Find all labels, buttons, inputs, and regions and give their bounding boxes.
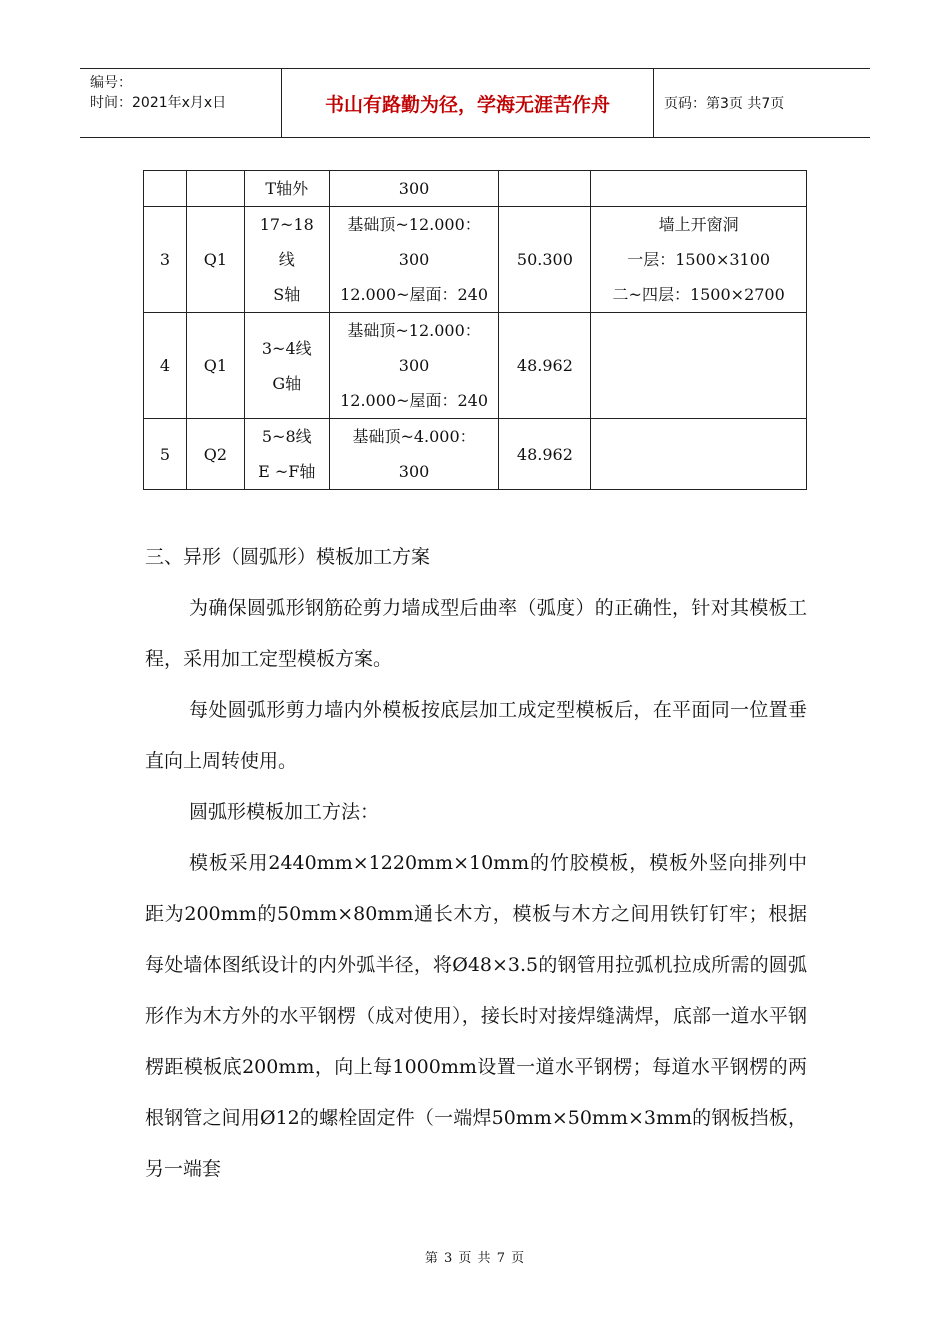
cell-note (591, 313, 807, 419)
page-header (80, 68, 870, 138)
cell-thickness-line: 基础顶~4.000： (352, 427, 476, 446)
cell-elevation (499, 419, 591, 490)
cell-location-line: E ~F轴 (258, 462, 316, 481)
cell-thickness-line: 12.000~屋面：240 (340, 391, 489, 410)
cell-thickness-line: 300 (398, 179, 430, 198)
cell-thickness (329, 171, 499, 207)
date-label: 时间：2021年x月x日 (90, 95, 227, 111)
body-content (145, 532, 807, 1195)
cell-thickness-line: 基础顶~12.000： (347, 321, 481, 340)
cell-elevation-text: 48.962 (516, 356, 573, 375)
cell-number (144, 419, 187, 490)
section-heading: 三、异形（圆弧形）模板加工方案 (145, 546, 431, 568)
cell-location (244, 313, 329, 419)
cell-note (591, 419, 807, 490)
cell-thickness (329, 419, 499, 490)
cell-number-text: 5 (159, 444, 171, 464)
cell-location-line: 5~8线 (261, 427, 312, 446)
cell-thickness (329, 207, 499, 313)
cell-thickness (329, 313, 499, 419)
table-row (144, 313, 807, 419)
cell-wall-code (186, 419, 244, 490)
cell-thickness-line: 300 (398, 356, 430, 375)
cell-location-line: S轴 (273, 285, 301, 304)
cell-elevation (499, 171, 591, 207)
cell-note (591, 171, 807, 207)
paragraph: 为确保圆弧形钢筋砼剪力墙成型后曲率（弧度）的正确性，针对其模板工程，采用加工定型模板方案。 (145, 597, 807, 670)
paragraph: 模板采用2440mm×1220mm×10mm的竹胶模板，模板外竖向排列中距为200mm的50mm×80mm通长木方，模板与木方之间用铁钉钉牢；根据每处墙体图纸设计的内外弧半径，将Ø48×3.5的钢管用拉弧机拉成所需的圆弧形作为木方外的水平钢楞（成对使用），接长时对接焊缝满焊，底部一道水平钢楞距模板底200mm，向上每1000mm设置一道水平钢楞；每道水平钢楞的两根钢管之间用Ø12的螺栓固定件（一端焊50mm×50mm×3mm的钢板挡板，另一端套 (145, 852, 807, 1180)
cell-number (144, 313, 187, 419)
wall-spec-table (143, 170, 807, 490)
cell-wall-code-text: Q1 (203, 250, 227, 269)
cell-note (591, 207, 807, 313)
page-footer: 第 3 页 共 7 页 (424, 1251, 526, 1266)
cell-wall-code (186, 313, 244, 419)
table-row (144, 207, 807, 313)
cell-elevation (499, 207, 591, 313)
table-row (144, 171, 807, 207)
cell-wall-code (186, 171, 244, 207)
cell-wall-code (186, 207, 244, 313)
paragraph: 圆弧形模板加工方法： (189, 801, 380, 823)
header-meta (80, 69, 282, 137)
cell-number-text: 3 (159, 250, 171, 269)
cell-location (244, 207, 329, 313)
cell-location-line: 线 (278, 250, 295, 269)
cell-thickness-line: 300 (398, 462, 430, 481)
table-row (144, 419, 807, 490)
cell-wall-code-text: Q2 (203, 444, 227, 464)
cell-location (244, 171, 329, 207)
cell-location-line: 3~4线 (261, 338, 312, 358)
cell-thickness-line: 300 (398, 250, 430, 269)
cell-location (244, 419, 329, 490)
cell-note-line: 二~四层：1500×2700 (612, 285, 785, 304)
cell-thickness-line: 12.000~屋面：240 (340, 285, 489, 304)
cell-elevation-text: 50.300 (516, 250, 573, 269)
cell-number (144, 171, 187, 207)
cell-number (144, 207, 187, 313)
cell-elevation-text: 48.962 (516, 444, 573, 464)
cell-elevation (499, 313, 591, 419)
cell-note-line: 墙上开窗洞 (658, 215, 739, 234)
cell-thickness-line: 基础顶~12.000： (347, 215, 481, 234)
cell-number-text: 4 (159, 356, 171, 375)
cell-note-line: 一层：1500×3100 (627, 250, 771, 269)
paragraph: 每处圆弧形剪力墙内外模板按底层加工成定型模板后，在平面同一位置垂直向上周转使用。 (145, 699, 807, 772)
header-page-label: 页码：第3页 共7页 (664, 96, 785, 112)
number-label: 编号： (90, 75, 132, 91)
cell-location-line: 17~18 (259, 215, 314, 234)
cell-location-line: T轴外 (265, 179, 309, 198)
header-motto: 书山有路勤为径，学海无涯苦作舟 (282, 69, 654, 137)
cell-wall-code-text: Q1 (203, 356, 227, 375)
cell-location-line: G轴 (272, 373, 302, 393)
